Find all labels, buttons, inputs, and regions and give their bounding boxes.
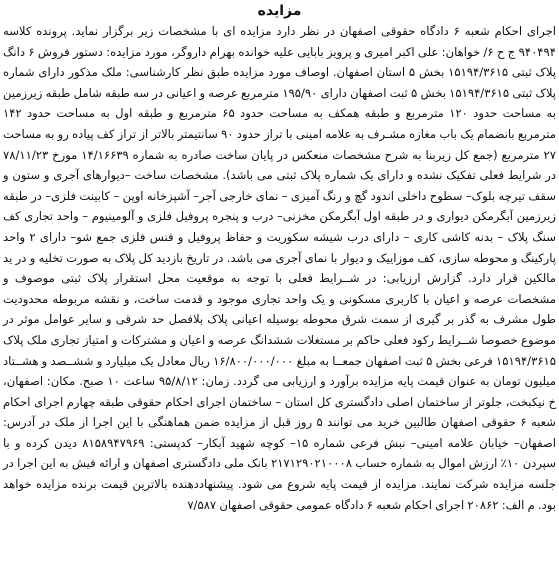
notice-body: اجرای احکام شعبه ۶ دادگاه حقوقی اصفهان در نظر دارد مزایده ای با مشخصات زیر برگزار نماید. پرونده کلاسه ۹۴۰۴۹۴ ج ح ۶/ خواهان: علی اکبر امیری و پرویز بابایی علیه خوانده بهرام داروگر، مورد مزایده: دستور فروش ۶ دانگ پلاک ثبتی ۱۵۱۹۴/۳۶۱۵ بخش ۵ استان اصفهان. اوصاف مورد مزایده طبق نظر کارشناسی: ملک مذکور دارای شماره پلاک ثبتی ۱۵۱۹۴/۳۶۱۵ بخش ۵ ثبت اصفهان دارای ۱۹۵/۹۰ مترمربع عرصه و اعیانی در سه طبقه شامل طبقه زیرزمین به مساحت حدود ۱۲۰ مترمربع و طبقه همکف به مساحت حدود ۶۵ مترمربع و طبقه اول به مساحت حدود ۱۴۲ مترمربع بانضمام یک باب مغازه مشـرف به علامه امینی با تراز حدود ۹۰ سانتیمتر بالاتر از تراز کف پیاده رو به مساحت ۲۷ مترمربع (جمع کل زیربنا به شرح مشخصات منعکس در پایان ساخت صادره به شماره ۱۴/۱۶۶۳۹ مورخ ۷۸/۱۱/۲۳ در شرایط فعلی تفکیک نشده و دارای یک شماره پلاک ثبتی می باشد). مشخصات ساخت –دیوارهای آجری و ستون و سقف تیرچه بلوک– سطوح داخلی اندود گچ و رنگ آمیزی – نمای خارجی آجر– آشپزخانه اوپن – کابینت فلزی– در طبقه زیرزمین آبگرمکن دیواری و در طبقه اول آبگرمکن مخزنی– درب و پنجره پروفیل فلزی و آلومینیوم – واحد تجاری کف سنگ پلاک – بدنه کاشی کاری – دارای درب شیشه سکوریت و حفاظ پروفیل و فنس فلزی جمع شو– دارای ۲ واحد پارکینگ و محوطه سازی، کف موزاییک و دیوار با نمای آجری می باشد. در تاریخ بازدید کل پلاک به صورت تخلیه و در ید مالکین قرار دارد. گزارش ارزیابی: در شــرایط فعلی با توجه به موقعیت محل استقرار پلاک ثبتی موصوف و مشخصات عرصه و اعیان با کاربری مسکونی و یک واحد تجاری موجود و قدمت ساخت، و نقشه مربوطه محدودیت طول مشرف به گذر بر گیری از سمت شرق محوطه بوسیله اعیانی پلاک بلافصل حد شرقی و سایر عوامل موثر در موضوع خصوصا شــرایط رکود فعلی حاکم بر مستغلات ششدانگ عرصه و اعیان و مشترکات و امتیاز تجاری ملک پلاک ۱۵۱۹۴/۳۶۱۵ فرعی بخش ۵ ثبت اصفهان جمعــا به مبلغ ۱۶/۸۰۰/۰۰۰/۰۰۰ ریال معادل یک میلیارد و ششــصد و هشــتاد میلیون تومان به عنوان قیمت پایه مزایده برآورد و ارزیابی می گردد. زمان: ۹۵/۸/۱۲ ساعت ۱۰ صبح. مکان: اصفهان، خ نیکبخت، جلوتر از ساختمان اصلی دادگستری کل استان – ساختمان اجرای احکام حقوقی طبقه چهارم اجرای احکام شعبه ۶ حقوقی اصفهان طالبین خرید می توانند ۵ روز قبل از مزایده ضمن هماهنگی با این اجرا از ملک در آدرس: اصفهان– خیابان علامه امینی– نبش فرعی شماره ۱۵– کوچه شهید آبکار– کدپستی: ۸۱۵۸۹۴۷۹۶۹ دیدن کرده و با سپردن ۱۰٪ ارزش اموال به شماره حساب ۲۱۷۱۲۹۰۲۱۰۰۰۸ بانک ملی دادگستری اصفهان و ارائه فیش به این اجرا در جلسه مزایده شرکت نمایند. مزایده از قیمت پایه شروع می شود. پیشنهاددهنده بالاترین قیمت برنده مزایده خواهد بود. م الف: ۲۰۸۶۲ اجرای احکام شعبه ۶ دادگاه عمومی حقوقی اصفهان ۷/۵۸۷ [3,24,557,512]
notice-title: مزایده [257,3,302,19]
